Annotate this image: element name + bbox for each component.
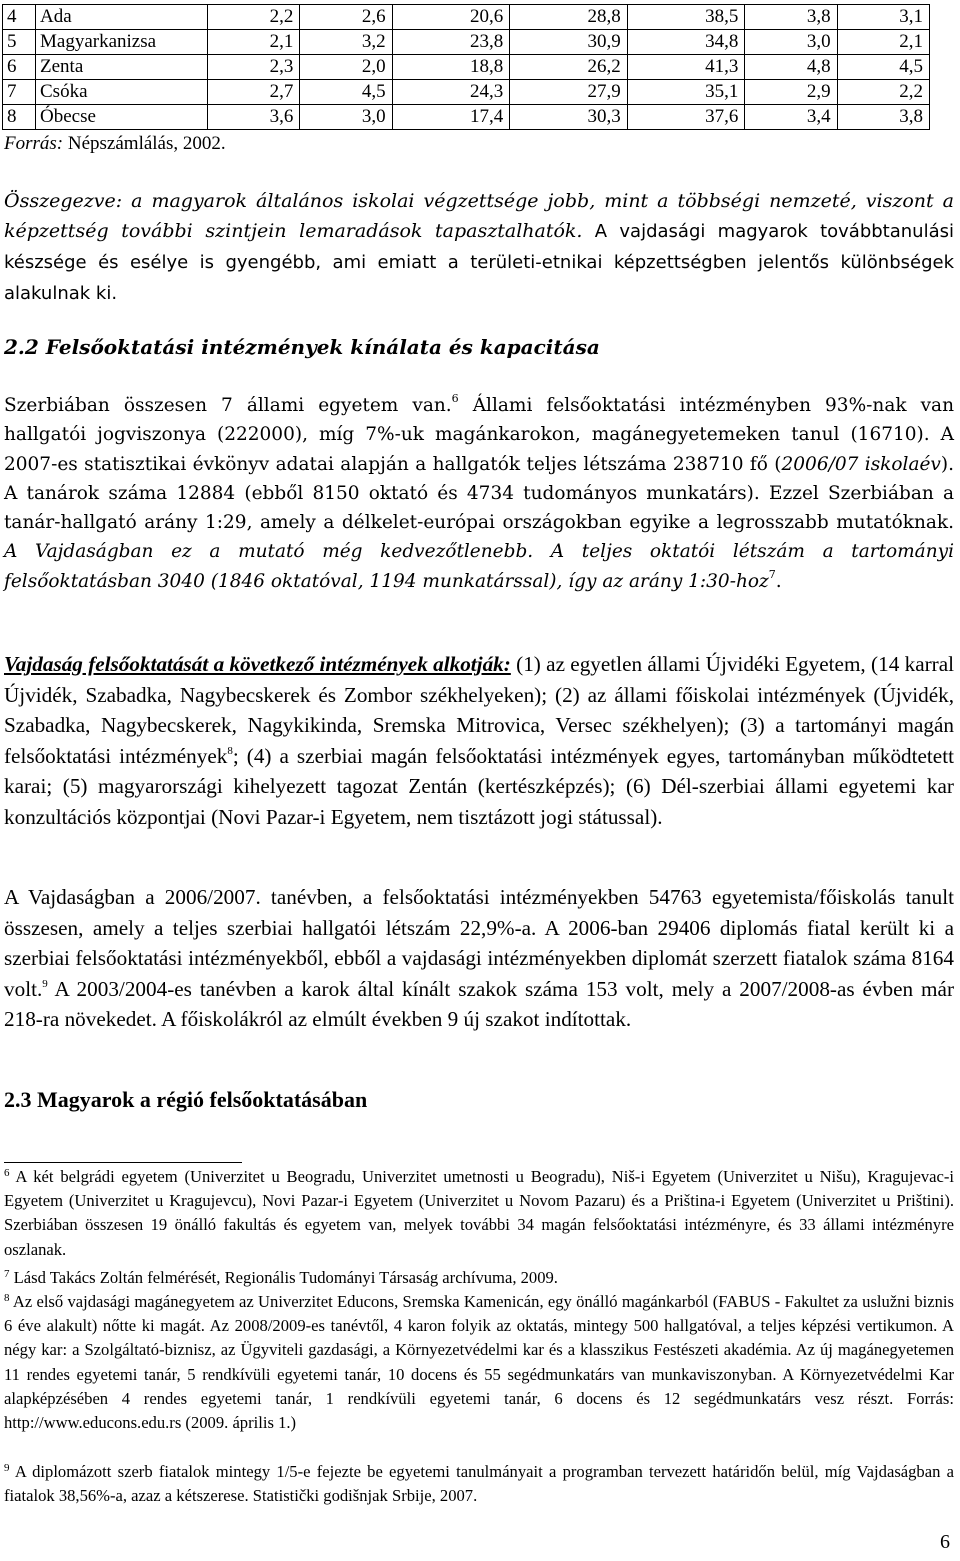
p2-text-b: ; (4) a szerbiai magán felsőoktatási intézmények egyes, tartományban működtetett karai; (5) magyarországi kihelyezett tagozat Zentán (kertészképzés); (6) Dél-szerbiai állami egyetemi kar konzultációs központjai (Novi Pazar-i Egyetem, nem tisztázott jogi státussal).	[4, 743, 954, 829]
table-cell-value: 3,2	[300, 30, 392, 55]
table-row	[3, 55, 930, 80]
paragraph-institutions	[4, 649, 954, 832]
table-row	[3, 30, 930, 55]
p1-text-a: Szerbiában összesen 7 állami egyetem van.	[4, 395, 452, 416]
table-cell-value: 2,3	[208, 55, 300, 80]
summary-rest: A vajdasági magyarok továbbtanulási készsége és esélye is gyengébb, ami emiatt a területi-etnikai képzettségben jelentős különbségek alakulnak ki.	[4, 221, 954, 304]
table-cell-value: 2,0	[300, 55, 392, 80]
table-cell-value: 23,8	[392, 30, 510, 55]
table-cell-value: 2,1	[208, 30, 300, 55]
table-cell-value: 38,5	[627, 5, 745, 30]
p2-text-a: (1) az egyetlen állami Újvidéki Egyetem, (14 karral Újvidék, Szabadka, Nagybecskerek és Zombor székhelyeken); (2) az állami főiskolai intézmények (Újvidék, Szabadka, Nagybecskerek, Nagykikinda, Sremska Mitrovica, Versec székhelyen); (3) a tartományi magán felsőoktatási intézmények	[4, 652, 955, 768]
table-cell-value: 18,8	[392, 55, 510, 80]
summary-paragraph	[4, 186, 954, 309]
table-cell-value: 20,6	[392, 5, 510, 30]
footnote-ref-7[interactable]: 7	[768, 567, 776, 581]
table-cell-index: 5	[3, 30, 36, 55]
table-cell-index: 8	[3, 105, 36, 130]
summary-italic: Összegezve: a magyarok általános iskolai végzettsége jobb, mint a többségi nemzeté, viszont a képzettség további szintjein lemaradások tapasztalhatók.	[4, 190, 954, 242]
table-cell-value: 4,8	[745, 55, 837, 80]
paragraph-students	[4, 882, 954, 1035]
footnote-6-text: A két belgrádi egyetem (Univerzitet u Beogradu, Univerzitet umetnosti u Beogradu), Niš-i Egyetem (Univerzitet u Nišu), Kragujevac-i Egyetem (Univerzitet u Kragujevcu), Novi Pazar-i Egyetem (Univerzitet u Novom Pazaru) és a Priština-i Egyetem (Univerzitet u Prištini). Szerbiában összesen 19 önálló fakultás és egyetem van, melyek további 34 magán felsőoktatási intézményre, és 33 állami intézményre oszlanak.	[4, 1167, 954, 1259]
p3-text-a: A Vajdaságban a 2006/2007. tanévben, a felsőoktatási intézményekben 54763 egyetemista/főiskolás tanult összesen, amely a teljes szerbiai hallgatói létszám 22,9%-a. A 2006-ban 29406 diplomás fiatal került ki a szerbiai felsőoktatási intézményekből, ebből a vajdasági intézményekben diplomát szerzett fiatalok száma 8164 volt.	[4, 885, 954, 1001]
table-row	[3, 105, 930, 130]
section-heading-2-3: 2.3 Magyarok a régió felsőoktatásában	[4, 1087, 368, 1112]
footnote-ref-8[interactable]: 8	[227, 744, 233, 757]
table-cell-settlement: Magyarkanizsa	[36, 30, 208, 55]
table-cell-value: 37,6	[627, 105, 745, 130]
table-cell-value: 3,4	[745, 105, 837, 130]
table-cell-value: 34,8	[627, 30, 745, 55]
table-cell-value: 30,9	[510, 30, 628, 55]
footnote-8-number: 8	[4, 1292, 10, 1304]
p1-text-e: .	[775, 570, 782, 592]
p1-text-b: Állami felsőoktatási intézményben 93%-nak van hallgatói jogviszonya (222000), míg 7%-uk magánkarokon, magánegyetemeken tanul (16710). A 2007-es statisztikai évkönyv adatai alapján a hallgatók teljes létszáma 238710 fő (	[4, 395, 954, 475]
footnote-6	[4, 1165, 954, 1262]
table-row	[3, 80, 930, 105]
table-cell-index: 7	[3, 80, 36, 105]
section-heading-2-2: 2.2 Felsőoktatási intézmények kínálata és kapacitása	[4, 335, 600, 359]
paragraph-universities	[4, 391, 954, 596]
table-cell-value: 3,1	[837, 5, 929, 30]
footnote-ref-6[interactable]: 6	[451, 392, 459, 405]
p1-italic-vojvodina: A Vajdaságban ez a mutató még kedvezőtlenebb. A teljes oktatói létszám a tartományi felsőoktatásban 3040 (1846 oktatóval, 1194 munkatárssal), így az arány 1:30-hoz	[4, 541, 954, 592]
footnote-ref-9[interactable]: 9	[42, 977, 48, 990]
p3-text-b: A 2003/2004-es tanévben a karok által kínált szakok száma 153 volt, mely a 2007/2008-as évben már 218-ra növekedet. A főiskolákról az elmúlt években 9 új szakot indítottak.	[4, 976, 954, 1031]
table-cell-value: 41,3	[627, 55, 745, 80]
footnote-7-text: Lásd Takács Zoltán felmérését, Regionális Tudományi Társaság archívuma, 2009.	[9, 1268, 558, 1287]
table-cell-value: 4,5	[300, 80, 392, 105]
table-cell-settlement: Csóka	[36, 80, 208, 105]
table-cell-value: 3,0	[300, 105, 392, 130]
table-row	[3, 5, 930, 30]
table-cell-index: 6	[3, 55, 36, 80]
p2-lead: Vajdaság felsőoktatását a következő intézmények alkotják:	[4, 652, 511, 676]
footnote-6-number: 6	[4, 1167, 10, 1179]
table-cell-settlement: Ada	[36, 5, 208, 30]
table-cell-value: 2,7	[208, 80, 300, 105]
footnote-9-text: A diplomázott szerb fiatalok mintegy 1/5-e fejezte be egyetemi tanulmányait a programban tervezett határidőn belül, míg Vajdaságban a fiatalok 38,56%-a, azaz a kétszerese. Statistički godišnjak Srbije, 2007.	[4, 1462, 954, 1506]
source-text: Népszámlálás, 2002.	[63, 133, 226, 154]
table-source	[4, 132, 226, 156]
table-cell-value: 3,8	[837, 105, 929, 130]
p1-italic-year: 2006/07 iskolaév	[781, 453, 941, 475]
footnote-8	[4, 1290, 954, 1435]
footnote-7-number: 7	[4, 1268, 10, 1280]
table-cell-index: 4	[3, 5, 36, 30]
footnote-9	[4, 1460, 954, 1508]
education-table-body	[3, 5, 930, 130]
table-cell-value: 2,2	[208, 5, 300, 30]
table-cell-value: 24,3	[392, 80, 510, 105]
footnote-8-text: Az első vajdasági magánegyetem az Univerzitet Educons, Sremska Kamenicán, egy önálló magánkarból (FABUS - Fakultet za uslužni biznis 6 éve alakult) nőtte ki magát. Az 2008/2009-es tanévtől, 4 karon folyik az oktatás, mintegy 500 hallgatóval, a teljes képzési vertikumon. A négy kar: a Szolgáltató-biznisz, az Ügyviteli gazdasági, a Környezetvédelmi kar és a klasszikus Festészeti akadémia. Az új magánegyetemen 11 rendes egyetemi tanár, 5 rendkívüli egyetemi tanár, 10 docens és 55 segédmunkatárs van munkaviszonyban. A Környezetvédelmi Kar alapképzésében 4 rendes egyetemi tanár, 1 rendkívüli egyetemi tanár, 6 docens és 12 segédmunkatárs vesz részt. Forrás: http://www.educons.edu.rs (2009. április 1.)	[4, 1292, 954, 1433]
table-cell-value: 17,4	[392, 105, 510, 130]
table-cell-settlement: Óbecse	[36, 105, 208, 130]
table-cell-value: 27,9	[510, 80, 628, 105]
table-cell-value: 2,1	[837, 30, 929, 55]
table-cell-settlement: Zenta	[36, 55, 208, 80]
education-table	[2, 4, 930, 130]
table-cell-value: 2,6	[300, 5, 392, 30]
table-cell-value: 4,5	[837, 55, 929, 80]
footnote-7	[4, 1266, 954, 1290]
table-cell-value: 35,1	[627, 80, 745, 105]
page-number: 6	[940, 1531, 950, 1553]
table-cell-value: 3,0	[745, 30, 837, 55]
footnote-9-number: 9	[4, 1462, 10, 1474]
table-cell-value: 3,6	[208, 105, 300, 130]
table-cell-value: 30,3	[510, 105, 628, 130]
table-cell-value: 28,8	[510, 5, 628, 30]
table-cell-value: 3,8	[745, 5, 837, 30]
p1-text-c: ). A tanárok száma 12884 (ebből 8150 oktató és 4734 tudományos munkatárs). Ezzel Szerbiában a tanár-hallgató arány 1:29, amely a délkelet-európai országokban egyike a legrosszabb mutatóknak.	[4, 453, 954, 534]
table-cell-value: 2,9	[745, 80, 837, 105]
footnote-separator	[4, 1162, 242, 1163]
source-label: Forrás:	[4, 133, 64, 154]
table-cell-value: 2,2	[837, 80, 929, 105]
table-cell-value: 26,2	[510, 55, 628, 80]
